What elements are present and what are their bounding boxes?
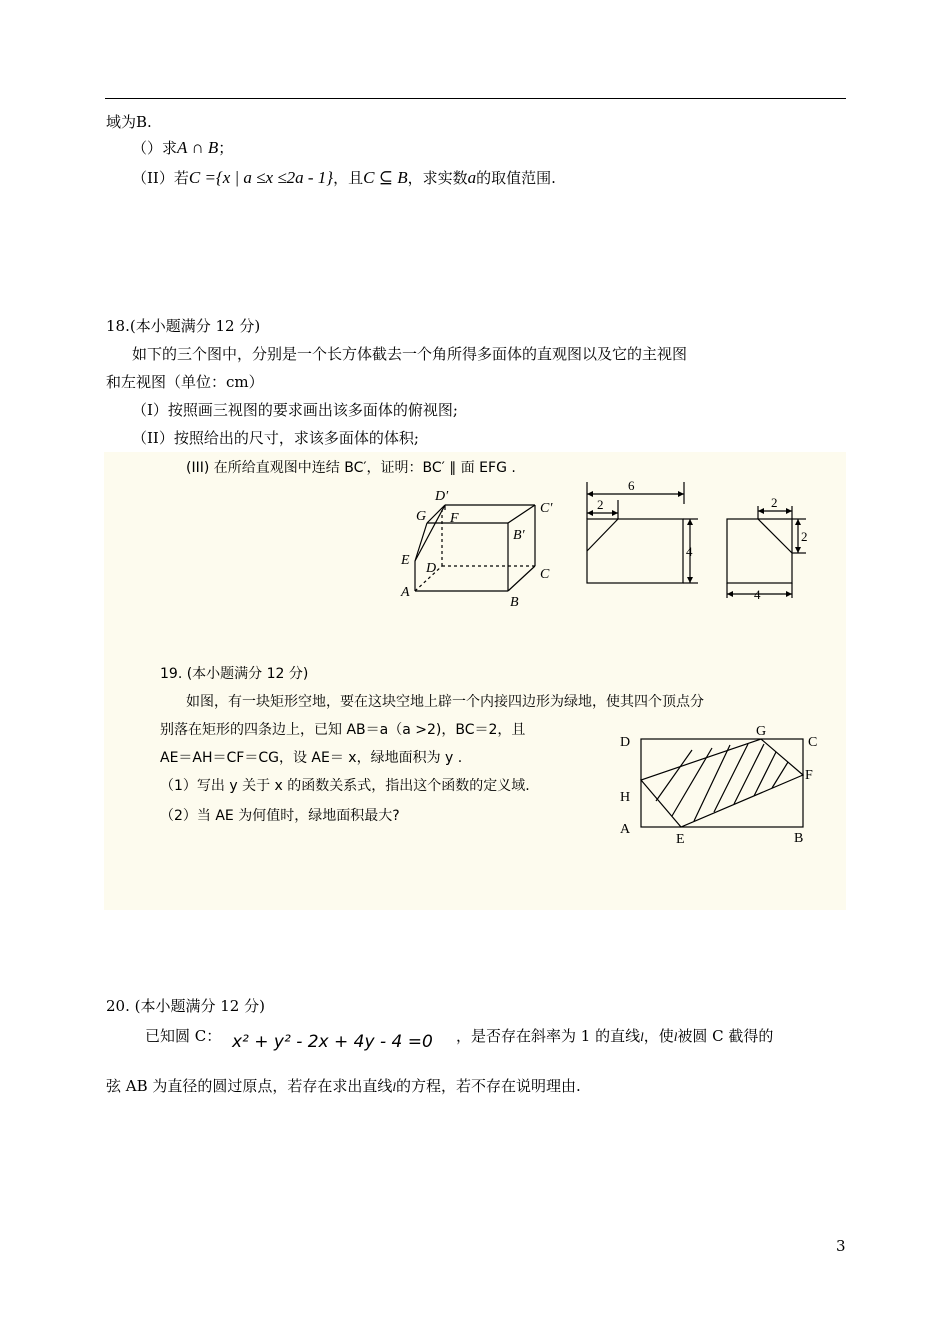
label-F: F [450, 511, 459, 526]
q19-part1: （1）写出 y 关于 x 的函数关系式，指出这个函数的定义域. [160, 778, 530, 794]
q18-header: 18.(本小题满分 12 分) [106, 317, 261, 335]
q19-line3: AE＝AH＝CF＝CG，设 AE＝ x，绿地面积为 y . [160, 750, 463, 766]
q19-part2: （2）当 AE 为何值时，绿地面积最大? [160, 808, 400, 824]
label-C: C [540, 567, 550, 582]
front-view [580, 478, 710, 593]
front-dim-6: 6 [628, 478, 635, 493]
label-E: E [676, 832, 685, 847]
q20-line1: ，是否存在斜率为 1 的直线l，使l被圆 C 截得的 [456, 1027, 774, 1045]
side-view [720, 490, 815, 602]
label-H: H [620, 790, 631, 805]
label-A: A [620, 822, 631, 837]
q19-line2: 别落在矩形的四条边上，已知 AB＝a（a >2)，BC＝2，且 [160, 722, 526, 738]
q17-part1: （）求A ∩ B； [132, 138, 234, 157]
q20-header: 20. (本小题满分 12 分) [106, 997, 265, 1015]
q19-header: 19. (本小题满分 12 分) [160, 666, 309, 682]
q18-intro-line1: 如下的三个图中，分别是一个长方体截去一个角所得多面体的直观图以及它的主视图 [132, 345, 688, 363]
label-F: F [805, 768, 813, 783]
side-dim-4: 4 [754, 587, 761, 602]
q17-part2: （II）若C ={x | a ≤x ≤2a - 1}，且C ⊆ B，求实数a的取值范围. [132, 168, 556, 187]
side-dim-2-right: 2 [801, 529, 808, 544]
header-rule [105, 98, 846, 99]
front-dim-4: 4 [686, 544, 693, 559]
label-D-prime: D′ [435, 489, 449, 504]
label-D: D [426, 561, 437, 576]
label-B: B [510, 595, 519, 610]
label-C-prime: C′ [540, 501, 553, 516]
q18-part3: (III) 在所给直观图中连结 BC′，证明：BC′ ∥ 面 EFG . [186, 460, 516, 476]
solid-figure [395, 482, 570, 612]
label-A: A [401, 585, 410, 600]
q20-line1-prefix: 已知圆 C： [145, 1027, 222, 1045]
label-B-prime: B′ [513, 528, 525, 543]
q20-line2: 弦 AB 为直径的圆过原点，若存在求出直线l的方程，若不存在说明理由. [106, 1077, 581, 1095]
q19-line1: 如图，有一块矩形空地，要在这块空地上辟一个内接四边形为绿地，使其四个顶点分 [186, 694, 704, 710]
label-B: B [794, 831, 804, 846]
side-dim-2-top: 2 [771, 495, 778, 510]
q18-intro-line2: 和左视图（单位：cm） [106, 373, 264, 391]
label-G: G [756, 724, 767, 739]
q19-rectangle-figure [612, 720, 827, 850]
q20-equation: x² + y² - 2x + 4y - 4 =0 [232, 1032, 433, 1052]
label-C: C [808, 735, 818, 750]
q17-line0: 域为B. [106, 113, 152, 131]
label-E: E [401, 553, 410, 568]
page-number: 3 [836, 1237, 846, 1255]
label-D: D [620, 735, 631, 750]
q18-part1: （I）按照画三视图的要求画出该多面体的俯视图; [132, 401, 458, 419]
label-G: G [416, 509, 427, 524]
front-dim-2: 2 [597, 497, 604, 512]
q18-part2: （II）按照给出的尺寸，求该多面体的体积; [132, 429, 419, 447]
